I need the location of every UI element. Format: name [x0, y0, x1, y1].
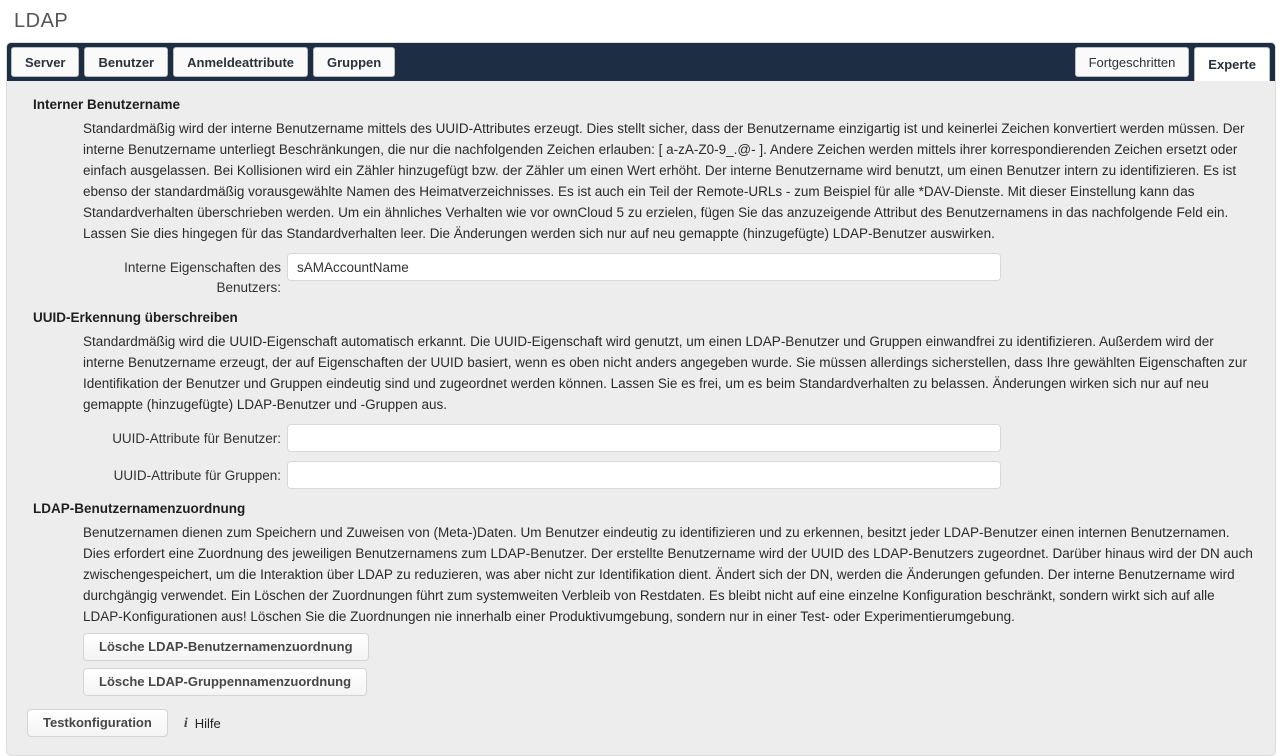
section-description-uuid-override: Standardmäßig wird die UUID-Eigenschaft automatisch erkannt. Die UUID-Eigenschaft wird genutzt, um einen LDAP-Benutzer und Gruppen einwandfrei zu identifizieren. Außerdem wird der interne Benutzername erzeugt, der auf Eigenschaften der UUID basiert, wenn es oben nicht anders angegeben wurde. Sie müssen allerdings sicherstellen, dass Ihre gewählten Eigenschaften zur Identifikation der Benutzer und Gruppen eindeutig sind und zugeordnet werden können. Lassen Sie es frei, um es beim Standardverhalten zu belassen. Änderungen wirken sich nur auf neu gemappte (hinzugefügte) LDAP-Benutzer und -Gruppen aus. [83, 334, 1247, 412]
clear-username-mapping-button[interactable]: Lösche LDAP-Benutzernamenzuordnung [83, 633, 369, 661]
internal-username-row [83, 253, 1253, 298]
clear-user-mapping-row [83, 633, 1253, 661]
uuid-group-attribute-row [83, 461, 1253, 489]
test-configuration-button[interactable]: Testkonfiguration [27, 709, 168, 737]
section-description-internal-username: Standardmäßig wird der interne Benutzername mittels des UUID-Attributes erzeugt. Dies stellt sicher, dass der Benutzername einzigartig ist und keinerlei Zeichen konvertiert werden müssen. Der interne Benutzername unterliegt Beschränkungen, die nur die nachfolgenden Zeichen erlauben: [ a-zA-Z0-9_.@- ]. Andere Zeichen werden mittels ihrer korrespondierenden Zeichen ersetzt oder einfach ausgelassen. Bei Kollisionen wird ein Zähler hinzugefügt bzw. der Zähler um einen Wert erhöht. Der interne Benutzername wird benutzt, um einen Benutzer intern zu identifizieren. Es ist ebenso der standardmäßig vorausgewählte Namen des Heimatverzeichnisses. Es ist auch ein Teil der Remote-URLs - zum Beispiel für alle *DAV-Dienste. Mit dieser Einstellung kann das Standardverhalten überschrieben werden. Um ein ähnliches Verhalten wie vor ownCloud 5 zu erzielen, fügen Sie das anzuzeigende Attribut des Benutzernamens in das nachfolgende Feld ein. Lassen Sie dies hingegen für das Standardverhalten leer. Die Änderungen werden sich nur auf neu gemappte (hinzugefügte) LDAP-Benutzer auswirken. [83, 121, 1245, 241]
clear-groupname-mapping-button[interactable]: Lösche LDAP-Gruppennamenzuordnung [83, 668, 367, 696]
ldap-settings-panel [6, 42, 1276, 756]
footer-actions [27, 709, 1253, 737]
tab-benutzer[interactable]: Benutzer [84, 47, 168, 77]
tab-experte[interactable]: Experte [1194, 47, 1270, 81]
page-title: LDAP [14, 10, 69, 32]
help-link-label: Hilfe [194, 715, 221, 731]
help-link[interactable] [184, 713, 221, 734]
info-icon: i [183, 715, 188, 731]
uuid-user-attribute-row [83, 424, 1253, 452]
tab-server[interactable]: Server [11, 47, 79, 77]
section-heading-internal-username: Interner Benutzername [33, 97, 181, 112]
section-heading-uuid-override: UUID-Erkennung überschreiben [33, 310, 238, 325]
uuid-group-attribute-label: UUID-Attribute für Gruppen: [113, 468, 281, 483]
tab-anmeldeattribute[interactable]: Anmeldeattribute [173, 47, 308, 77]
uuid-user-attribute-input[interactable] [287, 424, 1001, 452]
experte-tab-content [7, 81, 1275, 755]
internal-username-attribute-label: Interne Eigenschaften des Benutzers: [124, 260, 281, 295]
section-description-username-mapping: Benutzernamen dienen zum Speichern und Zuweisen von (Meta-)Daten. Um Benutzer eindeutig zu identifizieren und zu erkennen, besitzt jeder LDAP-Benutzer einen internen Benutzernamen. Dies erfordert eine Zuordnung des jeweiligen Benutzernamens zum LDAP-Benutzer. Der erstellte Benutzername wird der UUID des LDAP-Benutzers zugeordnet. Darüber hinaus wird der DN auch zwischengespeichert, um die Interaktion über LDAP zu reduzieren, was aber nicht zur Identifikation dient. Ändert sich der DN, werden die Änderungen gefunden. Der interne Benutzername wird durchgängig verwendet. Ein Löschen der Zuordnungen führt zum systemweiten Verbleib von Restdaten. Es bleibt nicht auf eine einzelne Konfiguration beschränkt, sondern wirkt sich auf alle LDAP-Konfigurationen aus! Löschen Sie die Zuordnungen nie innerhalb einer Produktivumgebung, sondern nur in einer Test- oder Experimentierumgebung. [83, 525, 1253, 624]
section-heading-username-mapping: LDAP-Benutzernamenzuordnung [33, 501, 246, 516]
tab-fortgeschritten[interactable]: Fortgeschritten [1075, 47, 1190, 77]
internal-username-attribute-input[interactable] [287, 253, 1001, 281]
clear-group-mapping-row [83, 668, 1253, 696]
uuid-user-attribute-label: UUID-Attribute für Benutzer: [112, 431, 281, 446]
tab-bar [7, 43, 1275, 81]
uuid-group-attribute-input[interactable] [287, 461, 1001, 489]
tab-gruppen[interactable]: Gruppen [313, 47, 395, 77]
tabbar-spacer [400, 47, 1074, 81]
